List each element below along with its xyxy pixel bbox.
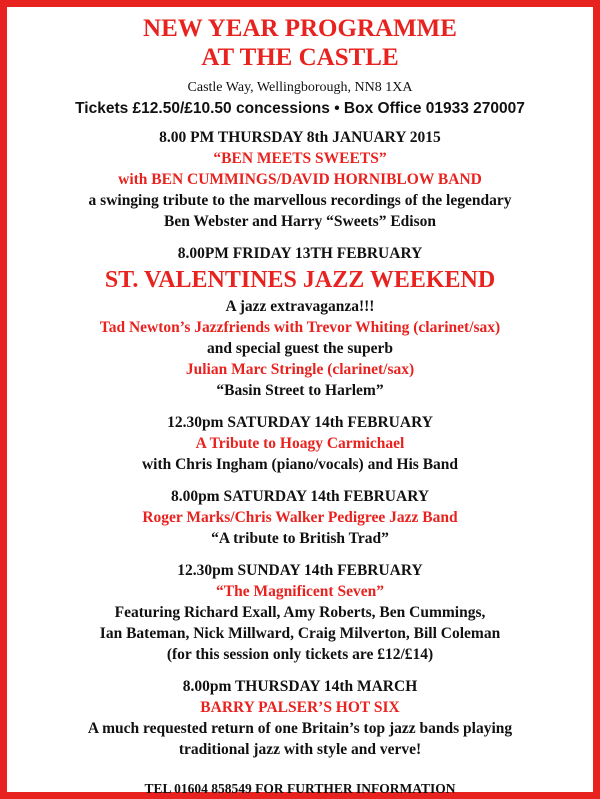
- event-title: “BEN MEETS SWEETS”: [213, 150, 387, 167]
- event-description: A much requested return of one Britain’s top jazz bands playing: [87, 720, 513, 737]
- event-performer: with Chris Ingham (piano/vocals) and His Band: [141, 456, 459, 473]
- event-datetime: 12.30pm SATURDAY 14th FEBRUARY: [167, 414, 433, 431]
- event-description: traditional jazz with style and verve!: [178, 741, 422, 758]
- event-description: and special guest the superb: [206, 340, 394, 357]
- header: [7, 14, 593, 118]
- venue-address: Castle Way, Wellingborough, NN8 1XA: [187, 80, 413, 95]
- event-description: Featuring Richard Exall, Amy Roberts, Ben Cummings,: [114, 604, 486, 621]
- event-title: “The Magnificent Seven”: [216, 583, 384, 600]
- event-datetime: 8.00PM FRIDAY 13TH FEBRUARY: [177, 245, 423, 262]
- event-subtitle: “A tribute to British Trad”: [211, 530, 389, 547]
- poster: [7, 14, 593, 798]
- event-datetime: 8.00 PM THURSDAY 8th JANUARY 2015: [159, 129, 441, 146]
- event-pedigree-jazz-band: [7, 486, 593, 549]
- event-title: Roger Marks/Chris Walker Pedigree Jazz Band: [142, 509, 458, 526]
- event-hoagy-carmichael: [7, 412, 593, 475]
- event-description: a swinging tribute to the marvellous recordings of the legendary: [88, 192, 512, 209]
- event-description: Ben Webster and Harry “Sweets” Edison: [164, 213, 436, 230]
- event-ben-meets-sweets: [7, 127, 593, 232]
- event-title: ST. VALENTINES JAZZ WEEKEND: [104, 267, 496, 293]
- event-title: A Tribute to Hoagy Carmichael: [195, 435, 405, 452]
- event-guest: Julian Marc Stringle (clarinet/sax): [185, 361, 415, 378]
- event-datetime: 12.30pm SUNDAY 14th FEBRUARY: [177, 562, 423, 579]
- ticket-info: Tickets £12.50/£10.50 concessions • Box Office 01933 270007: [75, 100, 525, 117]
- event-valentines-weekend: [7, 243, 593, 401]
- title-line-1: NEW YEAR PROGRAMME: [143, 15, 457, 42]
- contact-info: TEL 01604 858549 FOR FURTHER INFORMATION: [144, 781, 456, 796]
- event-note: (for this session only tickets are £12/£14): [166, 646, 434, 663]
- event-performer: Tad Newton’s Jazzfriends with Trevor Whiting (clarinet/sax): [99, 319, 501, 336]
- event-title: BARRY PALSER’S HOT SIX: [200, 699, 400, 716]
- event-datetime: 8.00pm THURSDAY 14th MARCH: [182, 678, 418, 695]
- event-magnificent-seven: [7, 560, 593, 665]
- event-performer: with BEN CUMMINGS/DAVID HORNIBLOW BAND: [118, 171, 482, 188]
- event-subtitle: “Basin Street to Harlem”: [216, 382, 384, 399]
- event-barry-palser: [7, 676, 593, 760]
- title-line-2: AT THE CASTLE: [201, 44, 399, 71]
- event-description: Ian Bateman, Nick Millward, Craig Milverton, Bill Coleman: [99, 625, 501, 642]
- event-datetime: 8.00pm SATURDAY 14th FEBRUARY: [170, 488, 430, 505]
- event-description: A jazz extravaganza!!!: [225, 298, 375, 315]
